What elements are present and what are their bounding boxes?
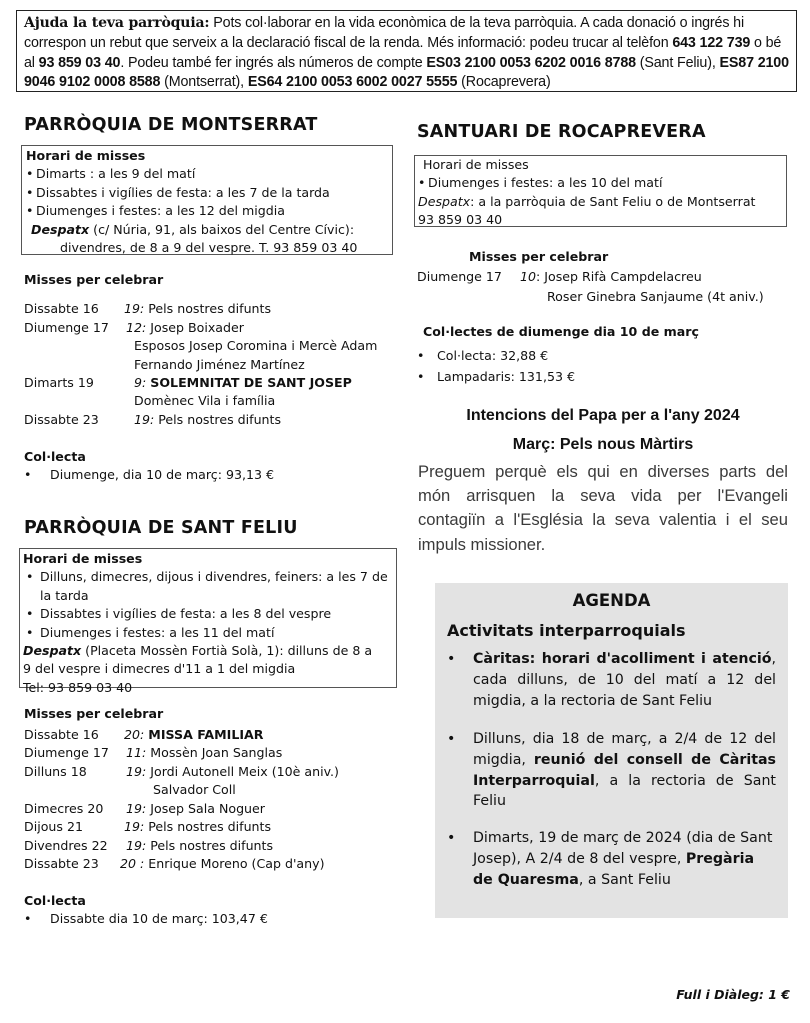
mass-row: Dissabte 23 <box>24 856 99 871</box>
schedule-item: • Dissabtes i vigílies de festa: a les 7 de la tarda <box>26 184 392 202</box>
montserrat-collecta-header: Col·lecta <box>24 449 86 464</box>
mass-row-detail: 19: Pels nostres difunts <box>124 301 272 316</box>
mass-row: Dissabte 23 <box>24 412 99 427</box>
mass-row-detail: 11: Mossèn Joan Sanglas <box>126 745 283 760</box>
sant-feliu-collecta-header: Col·lecta <box>24 893 86 908</box>
montserrat-schedule-box <box>21 145 393 255</box>
schedule-header: Horari de misses <box>26 148 146 163</box>
montserrat-masses-header: Misses per celebrar <box>24 272 164 287</box>
mass-row-detail: Domènec Vila i família <box>134 393 276 408</box>
sant-feliu-collecta-item: • Dissabte dia 10 de març: 103,47 € <box>24 911 268 926</box>
mass-row: Dilluns 18 <box>24 764 87 779</box>
bullet-icon: • <box>447 651 456 667</box>
donation-notice: Ajuda la teva parròquia: Pots col·laborar en la vida econòmica de la teva parròquia. A cada donació o ingrés hi correspon un rebut que serveix a la declaració fiscal de la renda. Més informació: podeu trucar al telèfon 643 122 739 o bé al 93 859 03 40. Podeu també fer ingrés als números de compte ES03 2100 0053 6202 0016 8788 (Sant Feliu), ES87 2100 9046 9102 0008 8588 (Montserrat), ES64 2100 0053 6002 0027 5555 (Rocaprevera) <box>16 10 797 92</box>
schedule-item-cont: la tarda <box>40 587 89 603</box>
rocaprevera-masses-header: Misses per celebrar <box>469 249 609 264</box>
despatx-info: Despatx: a la parròquia de Sant Feliu o de Montserrat <box>418 193 756 209</box>
mass-row-detail: 20 : Enrique Moreno (Cap d'any) <box>120 856 325 871</box>
mass-row: Dimarts 19 <box>24 375 94 390</box>
montserrat-title: PARRÒQUIA DE MONTSERRAT <box>24 115 318 135</box>
mass-row-detail: 19: Pels nostres difunts <box>124 819 272 834</box>
agenda-item: • Dimarts, 19 de març de 2024 (dia de Sant Josep), A 2/4 de 8 del vespre, Pregària de Quaresma, a Sant Feliu <box>447 830 773 888</box>
mass-row-detail: 9: SOLEMNITAT DE SANT JOSEP <box>134 375 352 390</box>
mass-row: Diumenge 17 <box>417 269 502 284</box>
despatx-info: Despatx (Placeta Mossèn Fortià Solà, 1): dilluns de 8 a <box>23 643 373 659</box>
despatx-hours: 9 del vespre i dimecres d'11 a 1 del migdia <box>23 661 296 677</box>
despatx-phone: Tel: 93 859 03 40 <box>23 679 133 695</box>
mass-row-detail: Salvador Coll <box>153 782 236 797</box>
despatx-phone: 93 859 03 40 <box>418 212 503 228</box>
donation-phone-1: 643 122 739 <box>672 34 751 51</box>
mass-row: Divendres 22 <box>24 838 108 853</box>
schedule-header: Horari de misses <box>23 551 143 566</box>
agenda-item: • Càritas: horari d'acolliment i atenció, cada dilluns, de 10 del matí a 12 del migdia, a la rectoria de Sant Feliu <box>447 651 776 709</box>
donation-phone-2: 93 859 03 40 <box>38 54 121 71</box>
sant-feliu-title: PARRÒQUIA DE SANT FELIU <box>24 518 298 538</box>
schedule-item: • Diumenges i festes: a les 12 del migdia <box>26 202 392 220</box>
mass-row: Diumenge 17 <box>24 320 109 335</box>
agenda-title: AGENDA <box>572 591 651 610</box>
rocaprevera-collectes-header: Col·lectes de diumenge dia 10 de març <box>423 324 699 339</box>
mass-row-detail: 20: MISSA FAMILIAR <box>124 727 264 742</box>
account-sant-feliu: ES03 2100 0053 6202 0016 8788 <box>426 54 636 71</box>
collecta-item: • Lampadaris: 131,53 € <box>417 369 575 384</box>
collecta-item: • Col·lecta: 32,88 € <box>417 348 549 363</box>
despatx-hours: divendres, de 8 a 9 del vespre. T. 93 859 03 40 <box>60 240 358 256</box>
bullet-icon: • <box>447 830 456 846</box>
schedule-item: • Diumenges i festes: a les 10 del matí <box>418 174 786 192</box>
rocaprevera-schedule-box <box>414 155 787 227</box>
schedule-item: • Dimarts : a les 9 del matí <box>26 165 392 183</box>
schedule-item: • Dilluns, dimecres, dijous i divendres, feiners: a les 7 de <box>26 569 388 585</box>
mass-row: Diumenge 17 <box>24 745 109 760</box>
mass-row: Dissabte 16 <box>24 301 99 316</box>
agenda-subtitle: Activitats interparroquials <box>447 621 686 640</box>
papa-intentions-title: Intencions del Papa per a l'any 2024 <box>466 407 740 424</box>
mass-row-detail: 12: Josep Boixader <box>126 320 244 335</box>
rocaprevera-title: SANTUARI DE ROCAPREVERA <box>417 122 706 142</box>
mass-row-detail: 19: Pels nostres difunts <box>134 412 282 427</box>
bullet-icon: • <box>447 731 456 747</box>
account-rocaprevera: ES64 2100 0053 6002 0027 5555 <box>247 74 458 91</box>
mass-row-detail: 19: Jordi Autonell Meix (10è aniv.) <box>126 764 339 779</box>
papa-intentions-subtitle: Març: Pels nous Màrtirs <box>512 436 694 453</box>
montserrat-collecta-item: • Diumenge, dia 10 de març: 93,13 € <box>24 467 275 482</box>
account-montserrat: ES87 2100 9046 9102 0008 8588 <box>24 54 789 91</box>
mass-row: Dissabte 16 <box>24 727 99 742</box>
donation-title: Ajuda la teva parròquia: <box>24 15 210 31</box>
schedule-item: • Dissabtes i vigílies de festa: a les 8 del vespre <box>26 606 332 622</box>
papa-intentions-text: Preguem perquè els qui en diverses parts del món arrisquen la seva vida per l'Evangeli contagiïn a l'Església la seva valentia i el seu impuls missioner. <box>418 462 788 554</box>
mass-row-detail: 10: Josep Rifà Campdelacreu <box>520 269 702 284</box>
mass-row-detail: 19: Pels nostres difunts <box>126 838 274 853</box>
price-footer: Full i Diàleg: 1 € <box>676 987 790 1002</box>
despatx-info: Despatx (c/ Núria, 91, als baixos del Centre Cívic): <box>31 221 355 237</box>
mass-row: Dimecres 20 <box>24 801 104 816</box>
agenda-box <box>435 583 788 918</box>
mass-row-detail: Roser Ginebra Sanjaume (4t aniv.) <box>547 289 764 304</box>
mass-row-detail: Fernando Jiménez Martínez <box>134 357 305 372</box>
agenda-item: • Dilluns, dia 18 de març, a 2/4 de 12 del migdia, reunió del consell de Càritas Interparroquial, a la rectoria de Sant Feliu <box>447 731 776 810</box>
mass-row-detail: 19: Josep Sala Noguer <box>126 801 265 816</box>
sant-feliu-schedule-box <box>19 548 397 695</box>
mass-row: Dijous 21 <box>24 819 83 834</box>
schedule-header: Horari de misses <box>423 157 529 172</box>
schedule-item: • Diumenges i festes: a les 11 del matí <box>26 624 275 640</box>
sant-feliu-masses-header: Misses per celebrar <box>24 706 164 721</box>
mass-row-detail: Esposos Josep Coromina i Mercè Adam <box>134 338 378 353</box>
